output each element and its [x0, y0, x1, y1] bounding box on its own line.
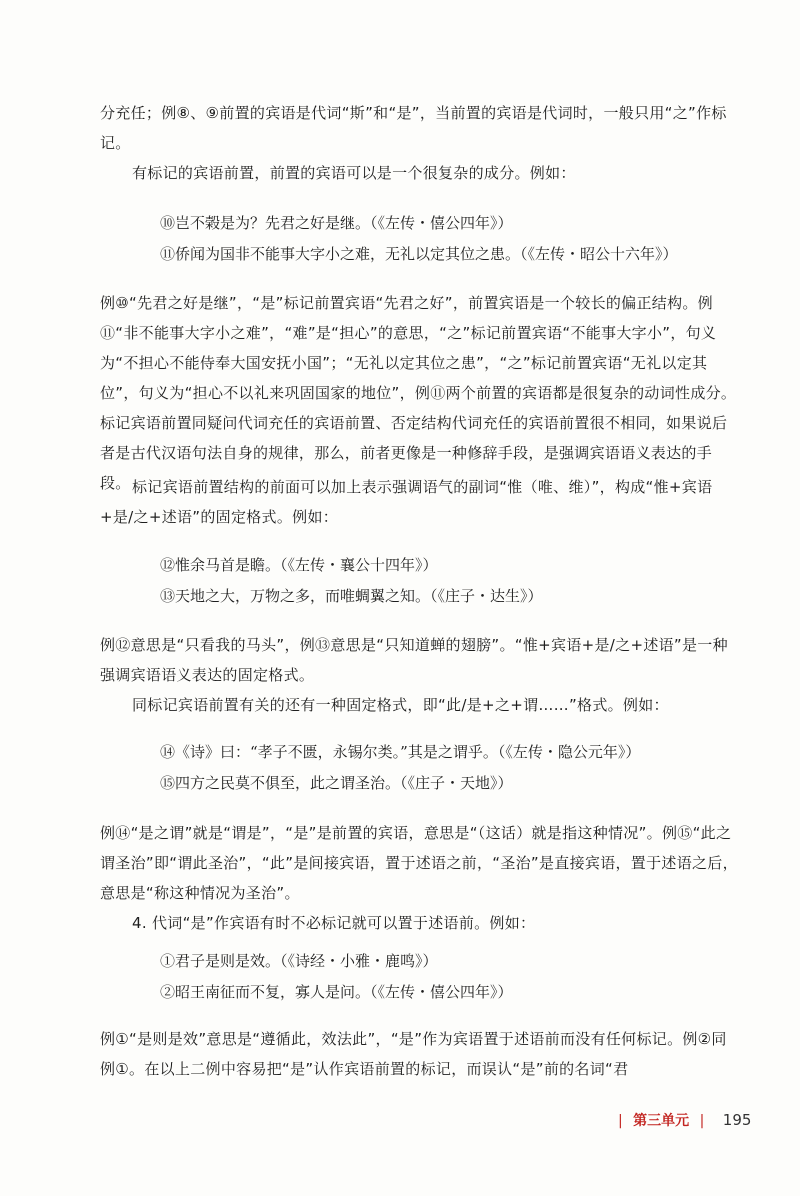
example-1: ①君子是则是效。（《诗经・小雅・鹿鸣》） — [160, 952, 438, 970]
example-group-14-15 — [160, 737, 740, 799]
page-number: 195 — [722, 1111, 752, 1129]
example-group-12-13 — [160, 550, 740, 612]
example-14: ⑭《诗》曰：“孝子不匮，永锡尔类。”其是之谓乎。（《左传・隐公元年》） — [160, 743, 641, 761]
footer-separator-left: | — [618, 1113, 623, 1129]
paragraph-7: 例⑭“是之谓”就是“谓是”，“是”是前置的宾语，意思是“（这话）就是指这种情况”。例⑮“此之谓圣治”即“谓此圣治”，“此”是间接宾语，置于述语之前，“圣治”是直接宾语，置于述语之后，意思是“称这种情况为圣治”。 — [100, 824, 738, 902]
paragraph-3: 例⑩“先君之好是继”，“是”标记前置宾语“先君之好”，前置宾语是一个较长的偏正结构。例⑪“非不能事大字小之难”，“难”是“担心”的意思，“之”标记前置宾语“不能事大字小”，句义为“不担心不能侍奉大国安抚小国”；“无礼以定其位之患”，“之”标记前置宾语“无礼以定其位”，句义为“担心不以礼来巩固国家的地位”，例⑪两个前置的宾语都是很复杂的动词性成分。标记宾语前置同疑问代词充任的宾语前置、否定结构代词充任的宾语前置很不相同，如果说后者是古代汉语句法自身的规律，那么，前者更像是一种修辞手段，是强调宾语语义表达的手段。 — [100, 294, 737, 492]
example-15: ⑮四方之民莫不俱至，此之谓圣治。（《庄子・天地》） — [160, 774, 513, 792]
paragraph-5: 例⑫意思是“只看我的马头”，例⑬意思是“只知道蝉的翅膀”。“惟+宾语+是/之+述语”是一种强调宾语语义表达的固定格式。 — [100, 636, 728, 684]
example-13: ⑬天地之大，万物之多，而唯蜩翼之知。（《庄子・达生》） — [160, 587, 543, 605]
unit-label: 第三单元 — [633, 1113, 690, 1129]
paragraph-6: 同标记宾语前置有关的还有一种固定格式，即“此/是+之+谓……”格式。例如： — [132, 696, 669, 714]
paragraph-1: 分充任；例⑧、⑨前置的宾语是代词“斯”和“是”，当前置的宾语是代词时，一般只用“之”作标记。 — [100, 104, 727, 152]
paragraph-2: 有标记的宾语前置，前置的宾语可以是一个很复杂的成分。例如： — [132, 164, 576, 182]
example-group-1-2 — [160, 946, 740, 1008]
paragraph-9: 例①“是则是效”意思是“遵循此，效法此”，“是”作为宾语置于述语前而没有任何标记。例②同例①。在以上二例中容易把“是”认作宾语前置的标记，而误认“是”前的名词“君 — [100, 1030, 727, 1078]
footer-separator-right: | — [699, 1113, 705, 1129]
example-group-10-11 — [160, 208, 740, 270]
paragraph-4: 标记宾语前置结构的前面可以加上表示强调语气的副词“惟（唯、维）”，构成“惟+宾语+是/之+述语”的固定格式。例如： — [100, 478, 713, 526]
example-12: ⑫惟余马首是瞻。（《左传・襄公十四年》） — [160, 556, 438, 574]
paragraph-8: 4. 代词“是”作宾语有时不必标记就可以置于述语前。例如： — [132, 914, 536, 932]
example-10: ⑩岂不榖是为？先君之好是继。（《左传・僖公四年》） — [160, 214, 513, 232]
example-2: ②昭王南征而不复，寡人是问。（《左传・僖公四年》） — [160, 983, 513, 1001]
example-11: ⑪侨闻为国非不能事大字小之难，无礼以定其位之患。（《左传・昭公十六年》） — [160, 245, 678, 263]
page-footer — [618, 1110, 751, 1130]
